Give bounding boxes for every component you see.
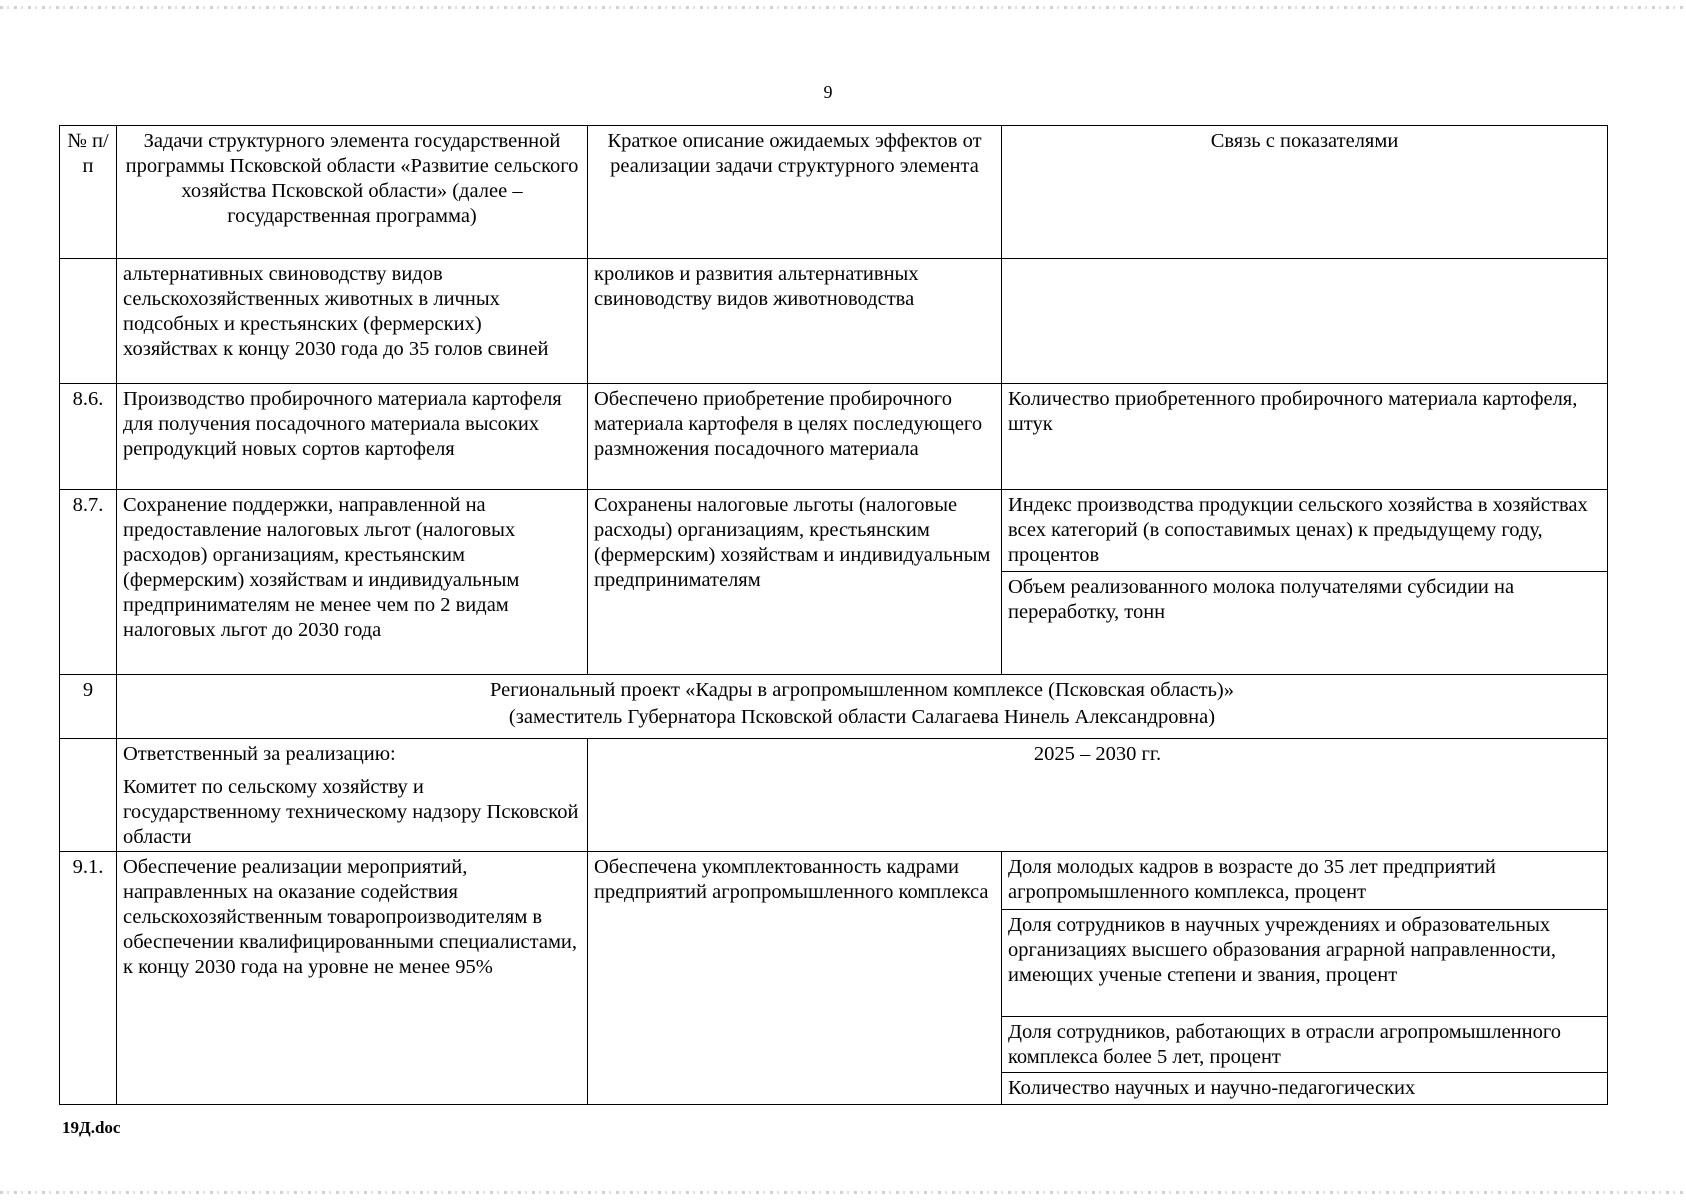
row-num: 8.7.	[60, 490, 117, 675]
row-num: 9	[60, 675, 117, 739]
row-indicator: Доля сотрудников в научных учреждениях и образовательных организациях высшего образования аграрной направленности, имеющих ученые степени и звания, процент	[1002, 910, 1608, 1017]
project-title: Региональный проект «Кадры в агропромышленном комплексе (Псковская область)»	[489, 679, 1235, 701]
scan-top-edge	[0, 6, 1686, 9]
table-row-responsible	[60, 739, 1608, 852]
row-effect: Обеспечено приобретение пробирочного материала картофеля в целях последующего размножения посадочного материала	[588, 384, 1002, 490]
responsible-org: Комитет по сельскому хозяйству и государственному техническому надзору Псковской области	[123, 776, 579, 848]
file-name-footer: 19Д.doc	[62, 1118, 121, 1137]
program-table	[59, 125, 1608, 1105]
project-curator: (заместитель Губернатора Псковской области Салагаева Нинель Александровна)	[508, 706, 1216, 728]
row-task: Производство пробирочного материала картофеля для получения посадочного материала высоких репродукций новых сортов картофеля	[117, 384, 588, 490]
implementation-period: 2025 – 2030 гг.	[588, 739, 1608, 852]
header-num: № п/п	[60, 126, 117, 259]
table-row-9	[60, 675, 1608, 739]
responsible-label: Ответственный за реализацию:	[123, 743, 396, 765]
table-header-row	[60, 126, 1608, 259]
table-row-8-6	[60, 384, 1608, 490]
row-num	[60, 259, 117, 384]
header-tasks: Задачи структурного элемента государственной программы Псковской области «Развитие сельского хозяйства Псковской области» (далее – государственная программа)	[117, 126, 588, 259]
row-indicator: Количество приобретенного пробирочного материала картофеля, штук	[1002, 384, 1608, 490]
page-number: 9	[823, 82, 833, 102]
row-indicator: Объем реализованного молока получателями субсидии на переработку, тонн	[1002, 572, 1608, 675]
scan-bottom-edge	[0, 1191, 1686, 1194]
row-effect: Сохранены налоговые льготы (налоговые расходы) организациям, крестьянским (фермерским) хозяйствам и индивидуальным предпринимателям	[588, 490, 1002, 675]
header-indicators: Связь с показателями	[1002, 126, 1608, 259]
row-task: Обеспечение реализации мероприятий, направленных на оказание содействия сельскохозяйственным товаропроизводителям в обеспечении квалифицированными специалистами, к концу 2030 года на уровне не менее 95%	[117, 852, 588, 1105]
row-indicator: Количество научных и научно-педагогических	[1002, 1073, 1608, 1105]
table-row-continuation	[60, 259, 1608, 384]
row-num: 9.1.	[60, 852, 117, 1105]
row-task: Сохранение поддержки, направленной на предоставление налоговых льгот (налоговых расходов) организациям, крестьянским (фермерским) хозяйствам и индивидуальным предпринимателям не менее чем по 2 видам налоговых льгот до 2030 года	[117, 490, 588, 675]
row-indicator: Индекс производства продукции сельского хозяйства в хозяйствах всех категорий (в сопоставимых ценах) к предыдущему году, процентов	[1002, 490, 1608, 572]
table-row-9-1a	[60, 852, 1608, 910]
row-indicator	[1002, 259, 1608, 384]
project-title-cell	[117, 675, 1608, 739]
row-indicator: Доля сотрудников, работающих в отрасли агропромышленного комплекса более 5 лет, процент	[1002, 1017, 1608, 1073]
row-num: 8.6.	[60, 384, 117, 490]
row-indicator: Доля молодых кадров в возрасте до 35 лет предприятий агропромышленного комплекса, процент	[1002, 852, 1608, 910]
table-row-8-7a	[60, 490, 1608, 572]
responsible-cell	[117, 739, 588, 852]
row-num	[60, 739, 117, 852]
row-task: альтернативных свиноводству видов сельскохозяйственных животных в личных подсобных и крестьянских (фермерских) хозяйствах к концу 2030 года до 35 голов свиней	[117, 259, 588, 384]
row-effect: кроликов и развития альтернативных свиноводству видов животноводства	[588, 259, 1002, 384]
row-effect: Обеспечена укомплектованность кадрами предприятий агропромышленного комплекса	[588, 852, 1002, 1105]
header-effects: Краткое описание ожидаемых эффектов от реализации задачи структурного элемента	[588, 126, 1002, 259]
